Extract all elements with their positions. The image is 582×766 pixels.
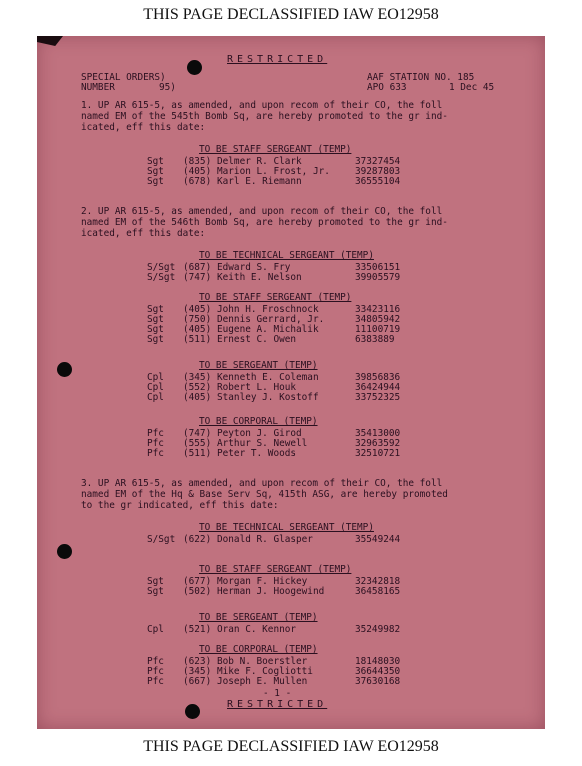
roster-ssn: (687) <box>183 262 212 273</box>
roster-ssn: (405) <box>183 392 212 403</box>
roster-rank: Pfc <box>147 676 164 687</box>
roster-rank: Sgt <box>147 576 164 587</box>
roster-ssn: (747) <box>183 272 212 283</box>
roster-ssn: (345) <box>183 666 212 677</box>
promotion-heading: TO BE SERGEANT (TEMP) <box>199 360 318 371</box>
roster-name: Eugene A. Michalik <box>217 324 319 335</box>
roster-rank: Sgt <box>147 176 164 187</box>
roster-name: Herman J. Hoogewind <box>217 586 325 597</box>
roster-rank: Cpl <box>147 624 164 635</box>
roster-serial: 18148030 <box>355 656 401 667</box>
roster-rank: Sgt <box>147 166 164 177</box>
roster-name: Morgan F. Hickey <box>217 576 308 587</box>
roster-rank: S/Sgt <box>147 262 176 273</box>
roster-name: Kenneth E. Coleman <box>217 372 319 383</box>
roster-rank: Pfc <box>147 448 164 459</box>
promotion-heading: TO BE CORPORAL (TEMP) <box>199 416 318 427</box>
apo: APO 633 <box>367 82 407 93</box>
roster-serial: 36644350 <box>355 666 401 677</box>
roster-rank: S/Sgt <box>147 272 176 283</box>
roster-ssn: (667) <box>183 676 212 687</box>
roster-serial: 36458165 <box>355 586 401 597</box>
roster-serial: 36424944 <box>355 382 401 393</box>
roster-name: Delmer R. Clark <box>217 156 302 167</box>
roster-ssn: (552) <box>183 382 212 393</box>
roster-serial: 37327454 <box>355 156 401 167</box>
document-page <box>37 36 545 729</box>
roster-ssn: (521) <box>183 624 212 635</box>
roster-ssn: (345) <box>183 372 212 383</box>
roster-serial: 33506151 <box>355 262 401 273</box>
declassified-banner-top: THIS PAGE DECLASSIFIED IAW EO12958 <box>143 6 439 23</box>
roster-name: Edward S. Fry <box>217 262 291 273</box>
roster-serial: 6383889 <box>355 334 395 345</box>
declassified-banner-bottom: THIS PAGE DECLASSIFIED IAW EO12958 <box>143 738 439 755</box>
paragraph-text: 2. UP AR 615-5, as amended, and upon recom of their CO, the foll named EM of the 546th Bomb Sq, are hereby promoted to the gr ind- icated, eff this date: <box>81 206 448 239</box>
promotion-heading: TO BE STAFF SERGEANT (TEMP) <box>199 144 352 155</box>
roster-serial: 32342818 <box>355 576 401 587</box>
roster-ssn: (835) <box>183 156 212 167</box>
roster-name: Robert L. Houk <box>217 382 297 393</box>
paragraph-text: 1. UP AR 615-5, as amended, and upon recom of their CO, the foll named EM of the 545th Bomb Sq, are hereby promoted to the gr ind- icated, eff this date: <box>81 100 448 133</box>
classification-header: RESTRICTED <box>227 54 328 65</box>
roster-rank: Cpl <box>147 382 164 393</box>
roster-ssn: (405) <box>183 304 212 315</box>
roster-rank: Sgt <box>147 324 164 335</box>
roster-ssn: (405) <box>183 324 212 335</box>
roster-serial: 39856836 <box>355 372 401 383</box>
roster-rank: Cpl <box>147 372 164 383</box>
roster-name: Stanley J. Kostoff <box>217 392 319 403</box>
order-label: SPECIAL ORDERS) <box>81 72 166 83</box>
station: AAF STATION NO. 185 <box>367 72 475 83</box>
promotion-heading: TO BE SERGEANT (TEMP) <box>199 612 318 623</box>
paragraph-text: 3. UP AR 615-5, as amended, and upon recom of their CO, the foll named EM of the Hq & Base Serv Sq, 415th ASG, are hereby promoted to the gr indicated, eff this date: <box>81 478 448 511</box>
roster-rank: Sgt <box>147 156 164 167</box>
roster-name: Ernest C. Owen <box>217 334 297 345</box>
roster-rank: Pfc <box>147 428 164 439</box>
classification-footer: RESTRICTED <box>227 699 328 710</box>
roster-name: Oran C. Kennor <box>217 624 297 635</box>
roster-name: Bob N. Boerstler <box>217 656 308 667</box>
roster-name: Keith E. Nelson <box>217 272 302 283</box>
roster-ssn: (623) <box>183 656 212 667</box>
order-date: 1 Dec 45 <box>449 82 495 93</box>
promotion-heading: TO BE STAFF SERGEANT (TEMP) <box>199 292 352 303</box>
punch-hole-middle <box>57 362 72 377</box>
roster-rank: Pfc <box>147 656 164 667</box>
promotion-heading: TO BE TECHNICAL SERGEANT (TEMP) <box>199 250 374 261</box>
roster-name: Peter T. Woods <box>217 448 297 459</box>
roster-rank: Sgt <box>147 304 164 315</box>
roster-name: Karl E. Riemann <box>217 176 302 187</box>
roster-serial: 32510721 <box>355 448 401 459</box>
roster-name: Peyton J. Girod <box>217 428 302 439</box>
page-number: - 1 - <box>263 688 292 699</box>
roster-ssn: (678) <box>183 176 212 187</box>
roster-name: John H. Froschnock <box>217 304 319 315</box>
roster-name: Donald R. Glasper <box>217 534 313 545</box>
roster-rank: Cpl <box>147 392 164 403</box>
roster-serial: 11100719 <box>355 324 401 335</box>
punch-hole-top <box>187 60 202 75</box>
roster-serial: 35549244 <box>355 534 401 545</box>
roster-serial: 35413000 <box>355 428 401 439</box>
roster-serial: 39287803 <box>355 166 401 177</box>
roster-rank: Sgt <box>147 586 164 597</box>
punch-hole-bottom <box>185 704 200 719</box>
roster-serial: 39905579 <box>355 272 401 283</box>
roster-ssn: (502) <box>183 586 212 597</box>
promotion-heading: TO BE CORPORAL (TEMP) <box>199 644 318 655</box>
roster-serial: 37630168 <box>355 676 401 687</box>
order-number-label: NUMBER <box>81 82 115 93</box>
roster-serial: 33752325 <box>355 392 401 403</box>
punch-hole-lower <box>57 544 72 559</box>
roster-ssn: (511) <box>183 448 212 459</box>
roster-name: Arthur S. Newell <box>217 438 308 449</box>
torn-corner <box>37 36 63 46</box>
roster-serial: 36555104 <box>355 176 401 187</box>
promotion-heading: TO BE TECHNICAL SERGEANT (TEMP) <box>199 522 374 533</box>
roster-rank: S/Sgt <box>147 534 176 545</box>
roster-ssn: (555) <box>183 438 212 449</box>
promotion-heading: TO BE STAFF SERGEANT (TEMP) <box>199 564 352 575</box>
roster-rank: Sgt <box>147 314 164 325</box>
roster-ssn: (622) <box>183 534 212 545</box>
roster-rank: Pfc <box>147 666 164 677</box>
roster-rank: Pfc <box>147 438 164 449</box>
order-number: 95) <box>159 82 176 93</box>
roster-name: Mike F. Cogliotti <box>217 666 313 677</box>
roster-serial: 33423116 <box>355 304 401 315</box>
roster-name: Marion L. Frost, Jr. <box>217 166 330 177</box>
roster-serial: 32963592 <box>355 438 401 449</box>
roster-ssn: (747) <box>183 428 212 439</box>
roster-serial: 34805942 <box>355 314 401 325</box>
roster-ssn: (511) <box>183 334 212 345</box>
roster-ssn: (750) <box>183 314 212 325</box>
roster-ssn: (677) <box>183 576 212 587</box>
roster-ssn: (405) <box>183 166 212 177</box>
roster-serial: 35249982 <box>355 624 401 635</box>
roster-rank: Sgt <box>147 334 164 345</box>
roster-name: Dennis Gerrard, Jr. <box>217 314 325 325</box>
roster-name: Joseph E. Mullen <box>217 676 308 687</box>
